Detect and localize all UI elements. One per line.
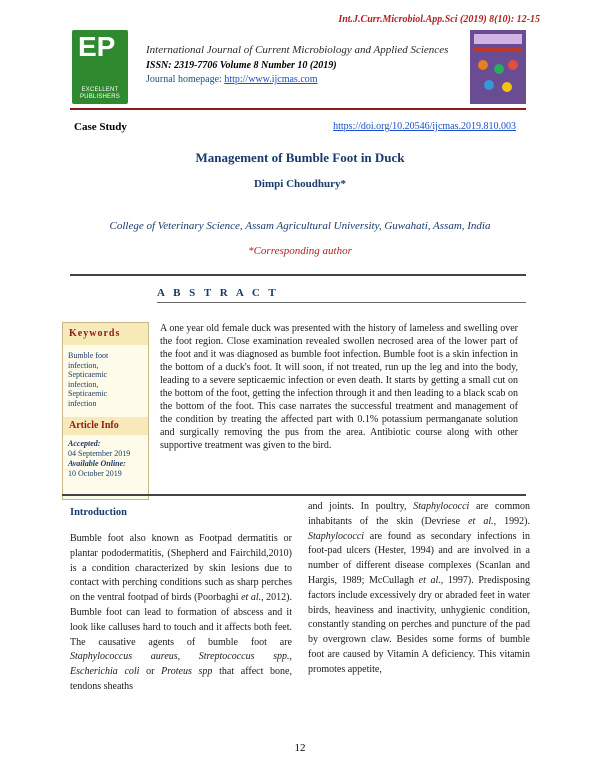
keyword-item: Septicaemic xyxy=(68,370,108,380)
keyword-item: Septicaemic xyxy=(68,389,108,399)
keyword-item: infection, xyxy=(68,379,99,389)
introduction-heading: Introduction xyxy=(70,507,127,518)
logo-text: EXCELLENT PUBLISHERS xyxy=(79,87,120,100)
corresponding-author-note: *Corresponding author xyxy=(248,245,352,257)
article-info-heading: Article Info xyxy=(63,417,148,435)
article-author: Dimpi Choudhury* xyxy=(253,178,346,190)
article-sidebar xyxy=(62,322,149,500)
homepage-label: Journal homepage: xyxy=(146,74,225,85)
issn-line: ISSN: 2319-7706 Volume 8 Number 10 (2019) xyxy=(146,60,337,71)
article-info xyxy=(68,439,146,479)
keywords-list xyxy=(68,351,144,409)
body-column-left: Bumble foot also known as Footpad dermatitis or plantar pododermatitis, (Shepherd and Fairchild,2010) is a condition characterized by skin lesions due to contact with perching conditions such as sharp perches on the ventral footpad of birds (Poorbaghi et al., 2012). Bumble foot can lead to formation of abscess and it look like calluses hard to touch and it affects both feet. The causative agents of bumble foot are Staphylococcus aureus, Streptococcus spp., Escherichia coli or Proteus spp that affect bone, tendons sheaths xyxy=(70,533,292,692)
keywords-heading: Keywords xyxy=(63,323,148,345)
body-column-right: and joints. In poultry, Staphylococci are common inhabitants of the skin (Devriese et al., 1992). Staphylococci are found as secondary infections in foot-pad ulcers (Hester, 1994) and are involved in a number of different disease complexes (Scanlan and Hargis, 1989; McCullagh et al., 1997). Predisposing factors include excessively dry or abraded feet in water birds, heaviness and inactivity, unhygienic condition, constantly standing on perches and puncture of the pad by overgrown claw. Besides some forms of bumble foot are caused by Vitamin A deficiency. This vitamin promotes appetite, xyxy=(308,501,531,675)
page-number: 12 xyxy=(294,742,306,754)
keyword-item: Bumble foot xyxy=(68,351,109,360)
logo-letters: EP xyxy=(78,31,116,62)
abstract-heading: A B S T R A C T xyxy=(157,287,279,299)
section-divider xyxy=(70,274,526,276)
online-label: Available Online: xyxy=(68,459,126,468)
publisher-logo xyxy=(72,30,128,104)
article-title: Management of Bumble Foot in Duck xyxy=(195,150,405,165)
journal-cover-image xyxy=(470,30,526,104)
abstract-rule xyxy=(157,302,526,303)
abstract-text: A one year old female duck was presented with the history of lameless and swelling over the foot region. Close examination revealed swollen necrosed area of the lower part of the foot and it was diagnosed as bumble foot infection. Bumble foot is a skin infection in the bottom of a duck's foot. It will soon, if not treated, run up the leg and into the body, leading to a severe septicaemic infection or even death. It starts by getting a small cut on the bottom of the foot, getting the infection through it and then leading to a black scab on the bottom of the foot. This case narrates the successful treatment and management of the condition by treating the affected part with 0.1% potassium permanganate solution and surgically removing the pus from the area. Antibiotic course along with other supportive treatment was given to the bird. xyxy=(160,323,518,451)
journal-citation: Int.J.Curr.Microbiol.App.Sci (2019) 8(10): 12-15 xyxy=(338,14,540,25)
accepted-date: 04 September 2019 xyxy=(68,449,131,458)
journal-homepage xyxy=(146,74,318,85)
journal-name: International Journal of Current Microbiology and Applied Sciences xyxy=(146,44,449,56)
article-type: Case Study xyxy=(74,121,127,133)
abstract-bottom-divider xyxy=(62,494,526,496)
keyword-item: infection xyxy=(68,398,97,408)
author-affiliation: College of Veterinary Science, Assam Agricultural University, Guwahati, Assam, India xyxy=(109,220,491,232)
online-date: 10 October 2019 xyxy=(68,469,122,478)
accepted-label: Accepted: xyxy=(68,439,101,448)
doi-link[interactable]: https://doi.org/10.20546/ijcmas.2019.810.003 xyxy=(333,121,516,132)
header-divider xyxy=(70,108,526,110)
keyword-item: infection, xyxy=(68,360,99,370)
homepage-link[interactable]: http://www.ijcmas.com xyxy=(224,74,318,85)
